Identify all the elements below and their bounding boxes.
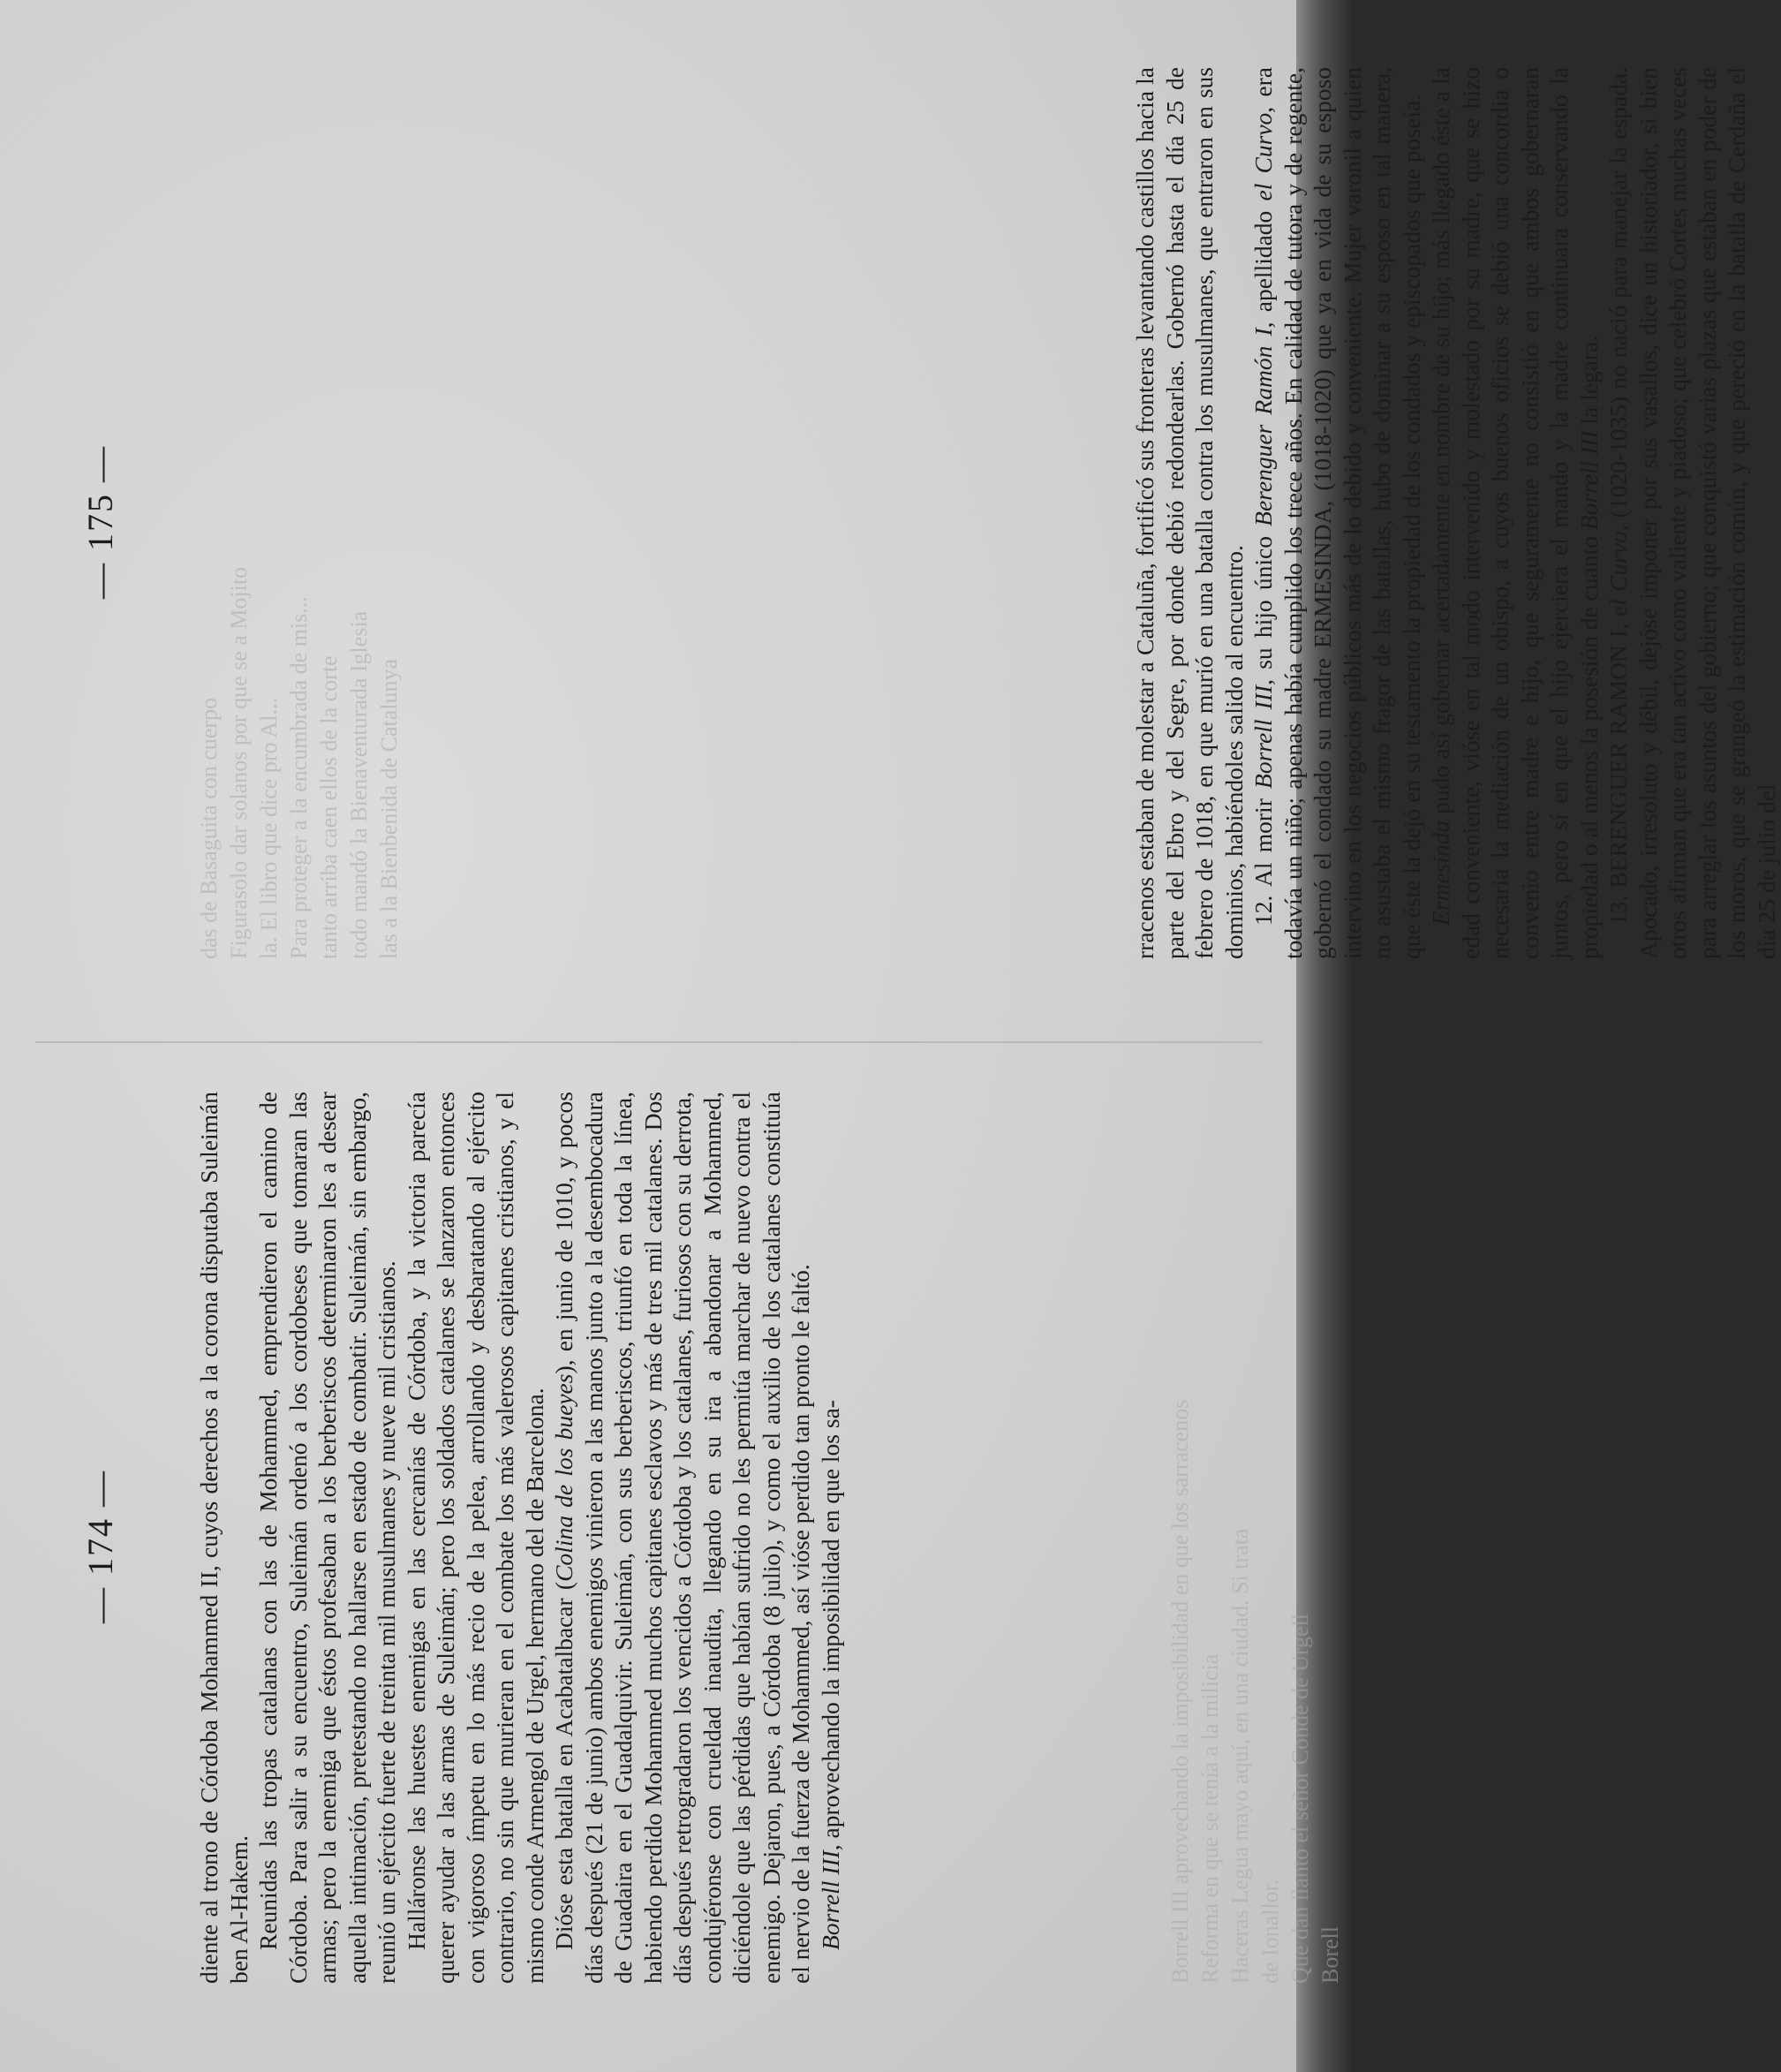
ghost-line: Figurasolo dar solanos por que se a Mojito xyxy=(226,566,252,959)
ghost-line: Reforma en que se tenía a la milicia xyxy=(1197,1653,1223,1984)
page-174 xyxy=(0,1039,1343,2054)
ghost-line: tanto arriba caen ellos de la corte xyxy=(316,655,342,959)
ghost-line: las a la Bienbenida de Catalunya xyxy=(376,658,402,959)
ghost-line: Para proteger a la encumbrada de mis... xyxy=(286,596,312,959)
page-number: — 175 — xyxy=(80,445,120,599)
page-number: — 174 — xyxy=(80,1470,120,1623)
ghost-line: la. El libro que dice pro Al... xyxy=(256,697,282,959)
paragraph: Dióse esta batalla en Acabatalbacar (Colina de los bueyes), en junio de 1010, y pocos días después (21 de junio) ambos enemigos vinieron a las manos junto a la desembocadura de Guadaira en el Guadalquivir. Suleimán, con sus berberiscos, triunfó en toda la línea, habiendo perdido Mohammed muchos capitanes esclavos y más de tres mil catalanes. Dos días después retrogradaron los vencidos a Córdoba y los catalanes, furiosos con su derrota, condujéronse con crueldad inaudita, llegando en su ira a abandonar a Mohammed, diciéndole que las pérdidas que habían sufrido no les permitía marchar de nuevo contra el enemigo. Dejaron, pues, a Córdoba (8 julio), y como el auxilio de los catalanes constituía el nervio de la fuerza de Mohammed, así vióse perdido tan pronto le faltó. xyxy=(550,1092,814,1984)
ghost-line: Borell xyxy=(1317,1926,1343,1984)
bleed-through-text xyxy=(194,67,404,959)
paragraph: Borrell III, aprovechando la imposibilidad en que los sa- xyxy=(816,1400,844,1950)
page-175 xyxy=(0,14,1780,1030)
paragraph: rracenos estaban de molestar a Cataluña, fortificó sus fronteras levantando castillos hacia la parte del Ebro y del Segre, por donde debió redondearlas. Gobernó hasta el día 25 de febrero de 1018, en que murió en una batalla contra los musulmanes, que entraron en sus dominios, habiéndoles salido al encuentro. xyxy=(1131,67,1248,959)
page-text xyxy=(1130,67,1781,959)
ghost-line: de Ionallor. xyxy=(1257,1879,1283,1984)
page-text xyxy=(194,1092,845,1984)
ghost-line: das de Basaguita con cuerpo xyxy=(196,697,222,959)
paragraph: Reunidas las tropas catalanas con las de Mohammed, emprendieron el camino de Córdoba. Para salir a su encuentro, Suleimán ordenó a los cordobeses que tomaran las armas; pero la enemiga que éstos profesaban a los berberiscos determinaron les a desear aquella intimación, pretestando no hallarse en estado de combatir. Suleimán, sin embargo, reunió un ejército fuerte de treinta mil musulmanes y nueve mil cristianos. xyxy=(254,1092,400,1984)
bleed-through-text xyxy=(1166,1092,1346,1984)
ghost-line: todo mandó la Bienaventurada Iglesia xyxy=(346,610,372,959)
paragraph: diente al trono de Córdoba Mohammed II, cuyos derechos a la corona disputaba Suleimán ben Al-Hakem. xyxy=(195,1092,253,1984)
paragraph: 13. BERENGUER RAMON I, el Curvo, (1020-1035) no nació para manejar la espada. Apocado, irresoluto y débil, dejóse imponer por sus vasallos, dice un historiador, si bien otros afirman que era tan activo como valiente y piadoso; que celebró Cortes muchas veces para arreglar los asuntos del gobierno; que conquistó varias plazas que estaban en poder de los moros, que se grangeó la estimación común, y que pereció en la batalla de Cerdaña el día 25 de julio del xyxy=(1604,67,1780,959)
paragraph: Ermesinda pudo así gobernar acertadamente en nombre de su hijo; más llegado éste a la edad conveniente, vióse en tal modo intervenido y molestado por su madre, que se hizo necesaria la mediación de un obispo, a cuyos buenos oficios se debió una concordia o convenio entre madre e hijo, que seguramente no consistió en que ambos gobernaran juntos, pero sí en que el hijo ejerciera el mando y la madre continuara conservando la propiedad o al menos la posesión de cuanto Borrell III la legara. xyxy=(1427,67,1603,959)
ghost-line: Borrell III aprovechando la imposibilidad en que los sarracenos xyxy=(1167,1399,1193,1984)
paragraph: 12. Al morir Borrell III, su hijo único Berenguer Ramón I, apellidado el Curvo, era todavía un niño; apenas había cumplido los trece años. En calidad de tutora y de regente, gobernó el condado su madre ERMESINDA, (1018-1020) que ya en vida de su esposo intervino en los negocios públicos más de lo debido y conveniente. Mujer varonil a quien no asustaba el mismo fragor de las batallas, hubo de dominar a su esposo en tal manera, que éste la dejó en su testamento la propiedad de los condados y episcopados que poseía. xyxy=(1249,67,1425,959)
ghost-line: Que dan llanto el señor Conde de Urgell xyxy=(1287,1613,1313,1984)
ghost-line: Haceras Legua mayo aquí, en una ciudad. Si trata xyxy=(1227,1528,1253,1984)
paragraph: Halláronse las huestes enemigas en las cercanías de Córdoba, y la victoria parecía querer ayudar a las armas de Suleimán; pero los soldados catalanes se lanzaron entonces con vigoroso ímpetu en lo más recio de la pelea, arrollando y desbaratando al ejército contrario, no sin que murieran en el combate los más valerosos capitanes cristianos, y el mismo conde Armengol de Urgel, hermano del de Barcelona. xyxy=(402,1092,548,1984)
